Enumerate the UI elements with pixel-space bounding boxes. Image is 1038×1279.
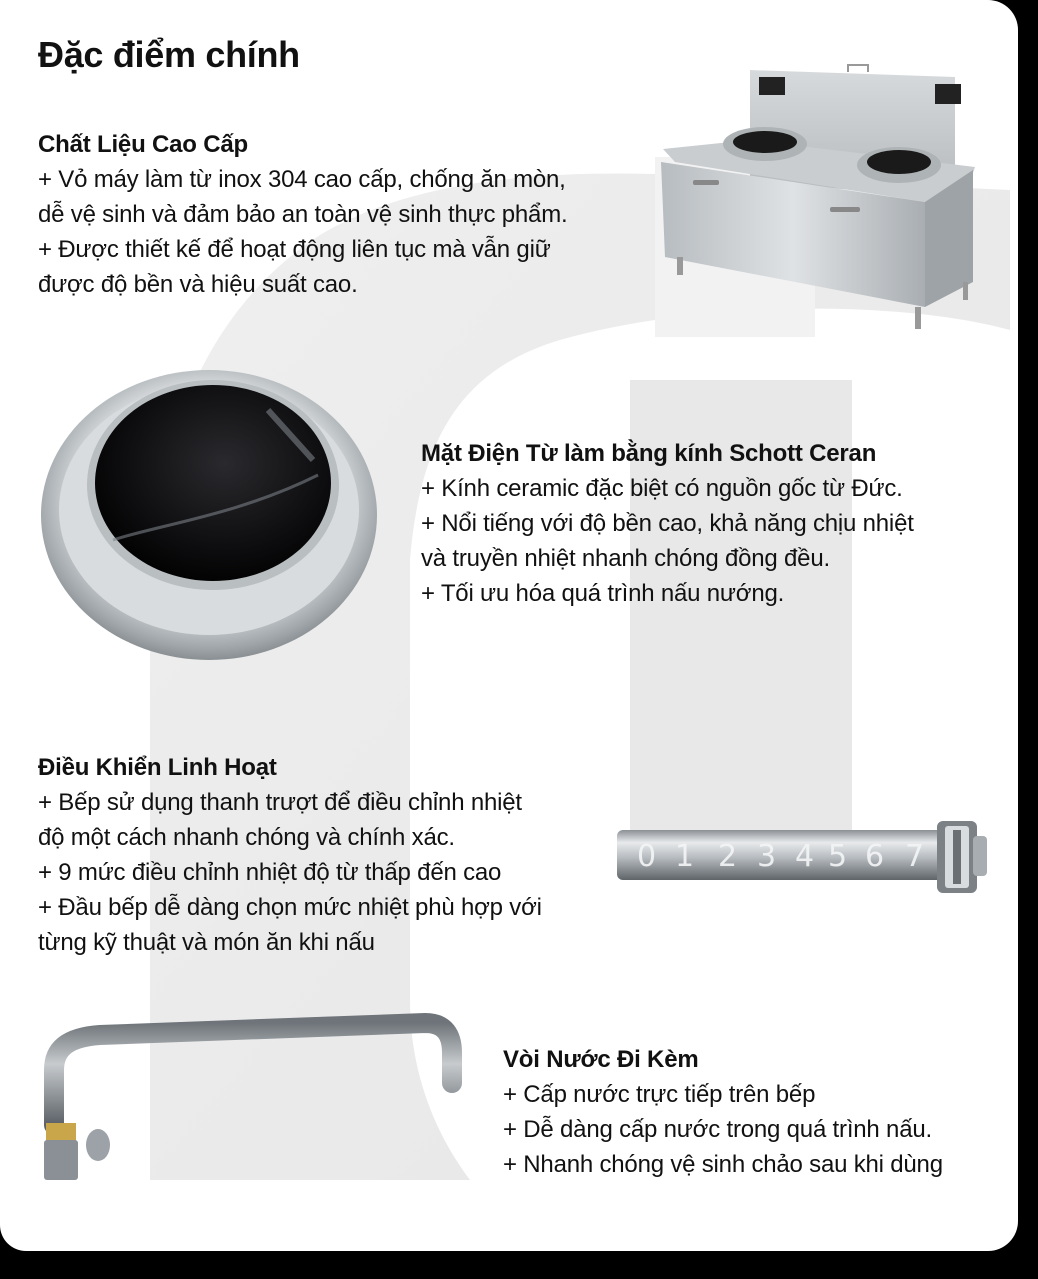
faucet-image: [40, 1005, 465, 1190]
page-title: Đặc điểm chính: [38, 34, 300, 75]
feature-line: được độ bền và hiệu suất cao.: [38, 271, 358, 298]
feature-line: từng kỹ thuật và món ăn khi nấu: [38, 929, 375, 956]
feature-line: + Kính ceramic đặc biệt có nguồn gốc từ Đức.: [421, 475, 903, 502]
feature-line: + Tối ưu hóa quá trình nấu nướng.: [421, 580, 785, 607]
feature-glass-surface: [421, 436, 914, 611]
feature-faucet: [503, 1042, 943, 1182]
feature-line: + Nổi tiếng với độ bền cao, khả năng chịu nhiệt: [421, 510, 914, 537]
feature-line: + Vỏ máy làm từ inox 304 cao cấp, chống ăn mòn,: [38, 166, 566, 193]
feature-material: [38, 127, 567, 302]
feature-line: + Nhanh chóng vệ sinh chảo sau khi dùng: [503, 1151, 943, 1178]
slider-mark: 3: [757, 839, 777, 874]
feature-line: + Được thiết kế để hoạt động liên tục mà vẫn giữ: [38, 236, 551, 263]
slider-mark: 2: [718, 839, 738, 874]
feature-control: [38, 750, 542, 960]
wok-burner-image: [38, 365, 380, 665]
feature-line: + 9 mức điều chỉnh nhiệt độ từ thấp đến cao: [38, 859, 502, 886]
slider-mark: 5: [828, 839, 848, 874]
feature-line: + Cấp nước trực tiếp trên bếp: [503, 1081, 816, 1108]
feature-line: + Dễ dàng cấp nước trong quá trình nấu.: [503, 1116, 932, 1143]
feature-heading: Mặt Điện Từ làm bằng kính Schott Ceran: [421, 440, 877, 467]
feature-line: dễ vệ sinh và đảm bảo an toàn vệ sinh thực phẩm.: [38, 201, 568, 228]
slider-mark: 4: [795, 839, 815, 874]
feature-line: + Bếp sử dụng thanh trượt để điều chỉnh nhiệt: [38, 789, 522, 816]
slider-mark: 0: [637, 839, 657, 874]
feature-heading: Vòi Nước Đi Kèm: [503, 1046, 699, 1073]
slider-mark: 6: [865, 839, 885, 874]
heat-slider-image: [615, 818, 990, 896]
feature-line: độ một cách nhanh chóng và chính xác.: [38, 824, 455, 851]
slider-mark: 7: [905, 839, 925, 874]
stove-image: [655, 62, 985, 374]
feature-line: và truyền nhiệt nhanh chóng đồng đều.: [421, 545, 830, 572]
feature-heading: Chất Liệu Cao Cấp: [38, 131, 248, 158]
feature-heading: Điều Khiển Linh Hoạt: [38, 754, 277, 781]
slider-mark: 1: [675, 839, 695, 874]
feature-line: + Đầu bếp dễ dàng chọn mức nhiệt phù hợp với: [38, 894, 542, 921]
